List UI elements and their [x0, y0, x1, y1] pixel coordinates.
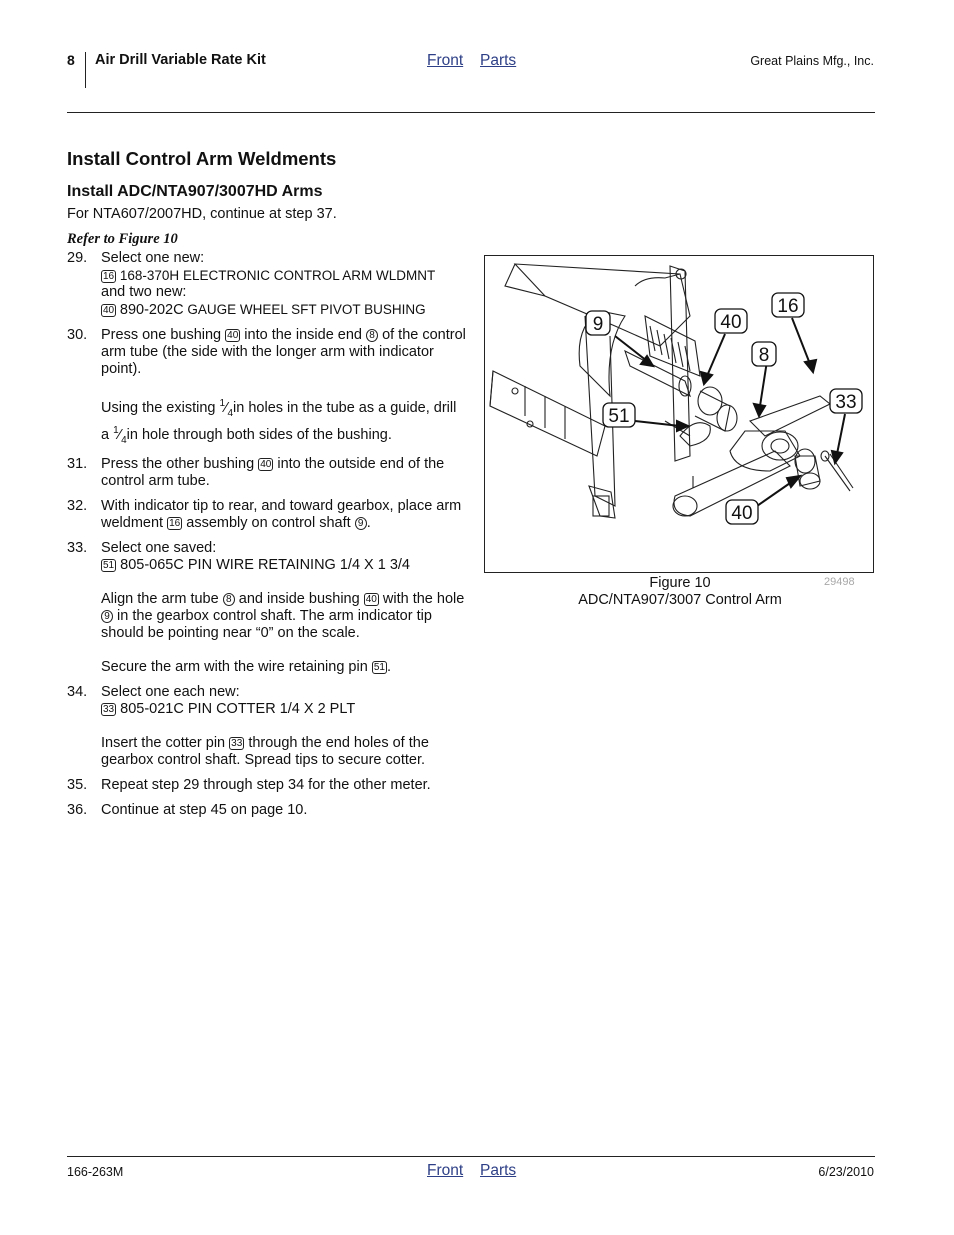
document-date: 6/23/2010 — [818, 1165, 874, 1179]
text-run: in holes in the tube as a guide, drill a — [101, 399, 457, 443]
ref-callout: 9 — [355, 517, 367, 530]
step-number: 35. — [67, 777, 88, 794]
header-front-link[interactable]: Front — [427, 52, 464, 69]
ref-callout: 40 — [260, 459, 272, 471]
step-36 — [67, 802, 467, 819]
part-number: 168-370H — [119, 268, 180, 283]
text-run: With indicator tip to rear, and toward gearbox, place arm weldment — [101, 498, 462, 532]
step-number: 36. — [67, 802, 88, 819]
step-33 — [67, 540, 467, 676]
text-run: of the control arm tube (the side with the longer arm with indicator point). — [101, 327, 466, 377]
footer-parts-link[interactable]: Parts — [480, 1162, 517, 1179]
callout-8: 8 — [758, 345, 770, 366]
fraction: $^1⁄_4$ — [113, 424, 127, 446]
figure-caption — [530, 575, 830, 609]
figure-10 — [484, 255, 874, 573]
footer-rule — [67, 1156, 875, 1157]
step-34 — [67, 684, 467, 769]
step-35 — [67, 777, 467, 794]
callout-40-lower: 40 — [731, 503, 753, 524]
ref-callout: 33 — [103, 704, 115, 716]
page-number: 8 — [67, 52, 75, 68]
step-text: Select one each new: — [101, 684, 240, 701]
step-number: 30. — [67, 327, 88, 343]
document-code: 166-263M — [67, 1165, 124, 1179]
step-number: 32. — [67, 498, 88, 515]
step-text — [101, 659, 467, 676]
header-parts-link[interactable]: Parts — [480, 52, 517, 69]
part-description: 805-065C PIN WIRE RETAINING 1/4 X 1 3/4 — [120, 557, 410, 574]
text-run: assembly on control shaft — [186, 515, 351, 532]
callout-9: 9 — [592, 314, 604, 335]
step-number: 33. — [67, 540, 88, 557]
step-text — [101, 456, 467, 490]
ref-callout: 16 — [169, 518, 181, 530]
text-run: Align the arm tube — [101, 591, 219, 608]
footer-front-link[interactable]: Front — [427, 1162, 464, 1179]
step-list — [67, 250, 467, 827]
step-text: Continue at step 45 on page 10. — [101, 802, 308, 819]
section-title: Install Control Arm Weldments — [67, 148, 337, 169]
header-divider — [85, 52, 86, 88]
text-run: Using the existing — [101, 399, 216, 416]
text-run: into the outside end of the control arm tube. — [101, 456, 445, 490]
ref-callout: 51 — [373, 662, 385, 674]
fraction-numerator: 1 — [113, 424, 119, 436]
part-line — [101, 301, 467, 319]
step-30 — [67, 327, 467, 448]
ref-callout: 33 — [231, 738, 243, 750]
step-text: and two new: — [101, 284, 187, 300]
part-line — [101, 701, 467, 718]
figure-caption-title: ADC/NTA907/3007 Control Arm — [578, 592, 782, 608]
step-text: Select one saved: — [101, 540, 217, 557]
ref-callout: 8 — [366, 329, 378, 342]
step-text: Select one new: — [101, 250, 205, 266]
fraction-denominator: 4 — [121, 434, 127, 446]
text-run: through the end holes of the gearbox control shaft. Spread tips to secure cotter. — [101, 735, 429, 769]
text-run: in the gearbox control shaft. The arm indicator tip should be pointing near “0” on the scale. — [101, 608, 432, 642]
step-text — [101, 395, 467, 448]
callout-40-upper: 40 — [720, 312, 742, 333]
figure-reference: Refer to Figure 10 — [67, 231, 178, 247]
text-run: in hole through both sides of the bushing. — [126, 426, 392, 443]
ref-callout: 51 — [103, 560, 115, 572]
step-number: 31. — [67, 456, 88, 473]
step-text — [101, 498, 467, 532]
ref-callout: 16 — [103, 271, 115, 282]
step-text — [101, 591, 467, 642]
callout-33: 33 — [835, 392, 857, 413]
ref-callout: 40 — [103, 305, 115, 316]
step-text: Repeat step 29 through step 34 for the other meter. — [101, 777, 431, 794]
step-number: 34. — [67, 684, 88, 701]
part-number: 890-202C — [119, 302, 184, 318]
callout-51: 51 — [608, 406, 630, 427]
subsection-title: Install ADC/NTA907/3007HD Arms — [67, 183, 323, 200]
company-name: Great Plains Mfg., Inc. — [750, 54, 874, 68]
text-run: into the inside end — [244, 327, 362, 343]
intro-text: For NTA607/2007HD, continue at step 37. — [67, 206, 337, 222]
control-arm-illustration — [485, 256, 874, 573]
part-description: 805-021C PIN COTTER 1/4 X 2 PLT — [120, 701, 356, 718]
part-description: GAUGE WHEEL SFT PIVOT BUSHING — [187, 302, 426, 317]
ref-callout: 40 — [365, 594, 377, 606]
step-29 — [67, 250, 467, 319]
ref-callout: 40 — [227, 330, 239, 341]
part-line — [101, 557, 467, 574]
header-rule — [67, 112, 875, 113]
text-run: with the hole — [382, 591, 465, 608]
figure-caption-number: Figure 10 — [649, 575, 711, 591]
callout-16: 16 — [777, 296, 799, 317]
text-run: Insert the cotter pin — [101, 735, 226, 752]
part-line — [101, 267, 467, 284]
ref-callout: 8 — [223, 593, 235, 606]
text-run: and inside bushing — [238, 591, 360, 608]
step-number: 29. — [67, 250, 88, 266]
text-run: . — [386, 659, 391, 676]
fraction-numerator: 1 — [219, 398, 226, 409]
step-31 — [67, 456, 467, 490]
figure-id: 29498 — [824, 576, 855, 588]
text-run: Secure the arm with the wire retaining pin — [101, 659, 368, 676]
text-run: . — [366, 515, 371, 532]
step-text — [101, 735, 467, 769]
fraction: $^1⁄_4$ — [219, 398, 234, 419]
step-text — [101, 327, 467, 378]
step-32 — [67, 498, 467, 532]
document-title: Air Drill Variable Rate Kit — [95, 52, 266, 68]
ref-callout: 9 — [101, 610, 113, 623]
text-run: Press the other bushing — [101, 456, 255, 473]
fraction-denominator: 4 — [227, 407, 234, 419]
text-run: Press one bushing — [101, 327, 222, 343]
part-description: ELECTRONIC CONTROL ARM WLDMNT — [182, 268, 436, 283]
